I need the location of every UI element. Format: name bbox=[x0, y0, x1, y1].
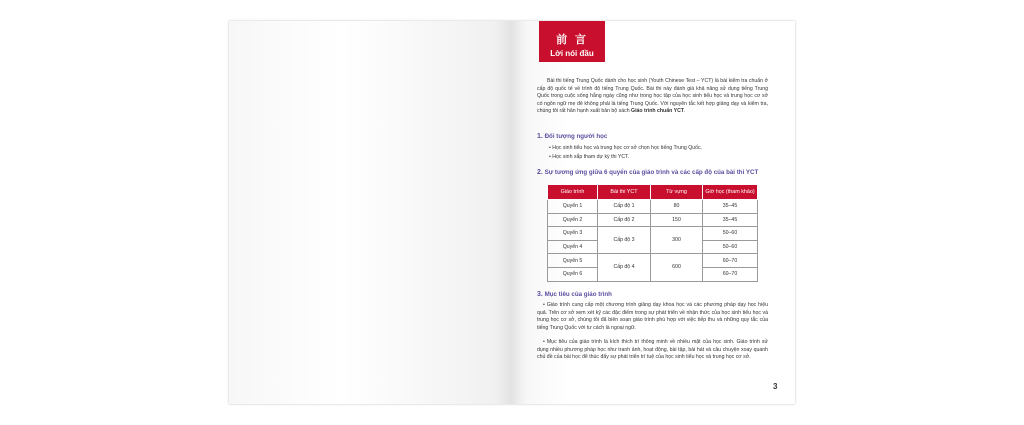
section-3-title: Mục tiêu của giáo trình bbox=[544, 291, 612, 298]
level-cell: Cấp độ 4 bbox=[598, 254, 651, 281]
intro-paragraph bbox=[537, 78, 768, 116]
section-3-heading bbox=[537, 291, 612, 298]
vocab-cell: 600 bbox=[651, 254, 703, 281]
hours-cell: 35–45 bbox=[703, 213, 758, 227]
table-row bbox=[548, 200, 758, 214]
preface-title-box bbox=[539, 21, 605, 62]
section-2-number: 2. bbox=[537, 169, 543, 176]
section-3-number: 3. bbox=[537, 291, 543, 298]
intro-text: Bài thi tiếng Trung Quốc dành cho học sinh (Youth Chinese Test – YCT) là bài kiểm tra chuẩn ở cấp độ quốc tế về trình độ tiếng Trung Quốc. Bài thi này đánh giá khả năng sử dụng tiếng Trung Quốc trong cuộc sống hằng ngày cũng như trong học tập của học sinh tiểu học và trung học cơ sở có ngôn ngữ mẹ đẻ không phải là tiếng Trung Quốc. Với nguyên tắc kết hợp giảng dạy và kiểm tra, chúng tôi rất hân hạnh xuất bản bộ sách bbox=[537, 78, 768, 115]
level-cell: Cấp độ 3 bbox=[598, 227, 651, 254]
title-vietnamese: Lời nói đầu bbox=[550, 49, 594, 58]
section-3-paragraph-2: • Mục tiêu của giáo trình là kích thích trí thông minh về nhiều mặt của học sinh. Giáo trình sử dụng nhiều phương pháp học như tranh ảnh, hoạt động, bài tập, bài hát và câu chuyện xoay quanh chủ đề của bài học để thúc đẩy sự phát triển trí tuệ của học sinh tiểu học và trung học cơ sở. bbox=[537, 339, 768, 361]
correspondence-table bbox=[547, 184, 758, 282]
section-1-bullet: • Học sinh tiểu học và trung học cơ sở chọn học tiếng Trung Quốc. bbox=[549, 145, 703, 151]
table-row bbox=[548, 213, 758, 227]
table-header-row bbox=[548, 185, 758, 200]
title-chinese: 前 言 bbox=[556, 33, 588, 46]
col-header-yct-level: Bài thi YCT bbox=[598, 185, 651, 200]
vocab-cell: 80 bbox=[651, 200, 703, 214]
vocab-cell: 150 bbox=[651, 213, 703, 227]
col-header-vocabulary: Từ vựng bbox=[651, 185, 703, 200]
intro-book-title: Giáo trình chuẩn YCT bbox=[631, 108, 684, 115]
intro-end: . bbox=[683, 108, 686, 115]
left-page bbox=[229, 21, 512, 404]
section-2-title: Sự tương ứng giữa 6 quyển của giáo trình và các cấp độ của bài thi YCT bbox=[544, 169, 759, 176]
hours-cell: 35–45 bbox=[703, 200, 758, 214]
section-3-paragraph-1: • Giáo trình cung cấp một chương trình giảng dạy khoa học và các phương pháp dạy học hiệu quả. Trên cơ sở xem xét kỹ các đặc điểm trong sự phát triển về nhận thức của học sinh tiểu học và trung học cơ sở, chúng tôi đã biên soạn giáo trình phù hợp với việc tiếp thu và những quy tắc của tiếng Trung Quốc với tư cách là ngoại ngữ. bbox=[537, 302, 768, 331]
hours-cell: 50–60 bbox=[703, 240, 758, 254]
hours-cell: 60–70 bbox=[703, 267, 758, 281]
book-cell: Quyển 1 bbox=[548, 200, 598, 214]
hours-cell: 50–60 bbox=[703, 227, 758, 241]
book-cell: Quyển 2 bbox=[548, 213, 598, 227]
book-cell: Quyển 6 bbox=[548, 267, 598, 281]
section-1-heading bbox=[537, 133, 607, 140]
col-header-hours: Giờ học (tham khảo) bbox=[703, 185, 758, 200]
col-header-textbook: Giáo trình bbox=[548, 185, 598, 200]
level-cell: Cấp độ 1 bbox=[598, 200, 651, 214]
level-cell: Cấp độ 2 bbox=[598, 213, 651, 227]
table-row bbox=[548, 227, 758, 241]
book-spread bbox=[229, 21, 795, 404]
book-cell: Quyển 4 bbox=[548, 240, 598, 254]
section-1-number: 1. bbox=[537, 133, 543, 140]
section-1-title: Đối tượng người học bbox=[544, 133, 608, 140]
section-1-bullet: • Học sinh sắp tham dự kỳ thi YCT. bbox=[549, 154, 630, 160]
book-cell: Quyển 5 bbox=[548, 254, 598, 268]
section-2-heading bbox=[537, 169, 758, 176]
page-number: 3 bbox=[773, 382, 778, 391]
book-cell: Quyển 3 bbox=[548, 227, 598, 241]
table-row bbox=[548, 254, 758, 268]
hours-cell: 60–70 bbox=[703, 254, 758, 268]
vocab-cell: 300 bbox=[651, 227, 703, 254]
